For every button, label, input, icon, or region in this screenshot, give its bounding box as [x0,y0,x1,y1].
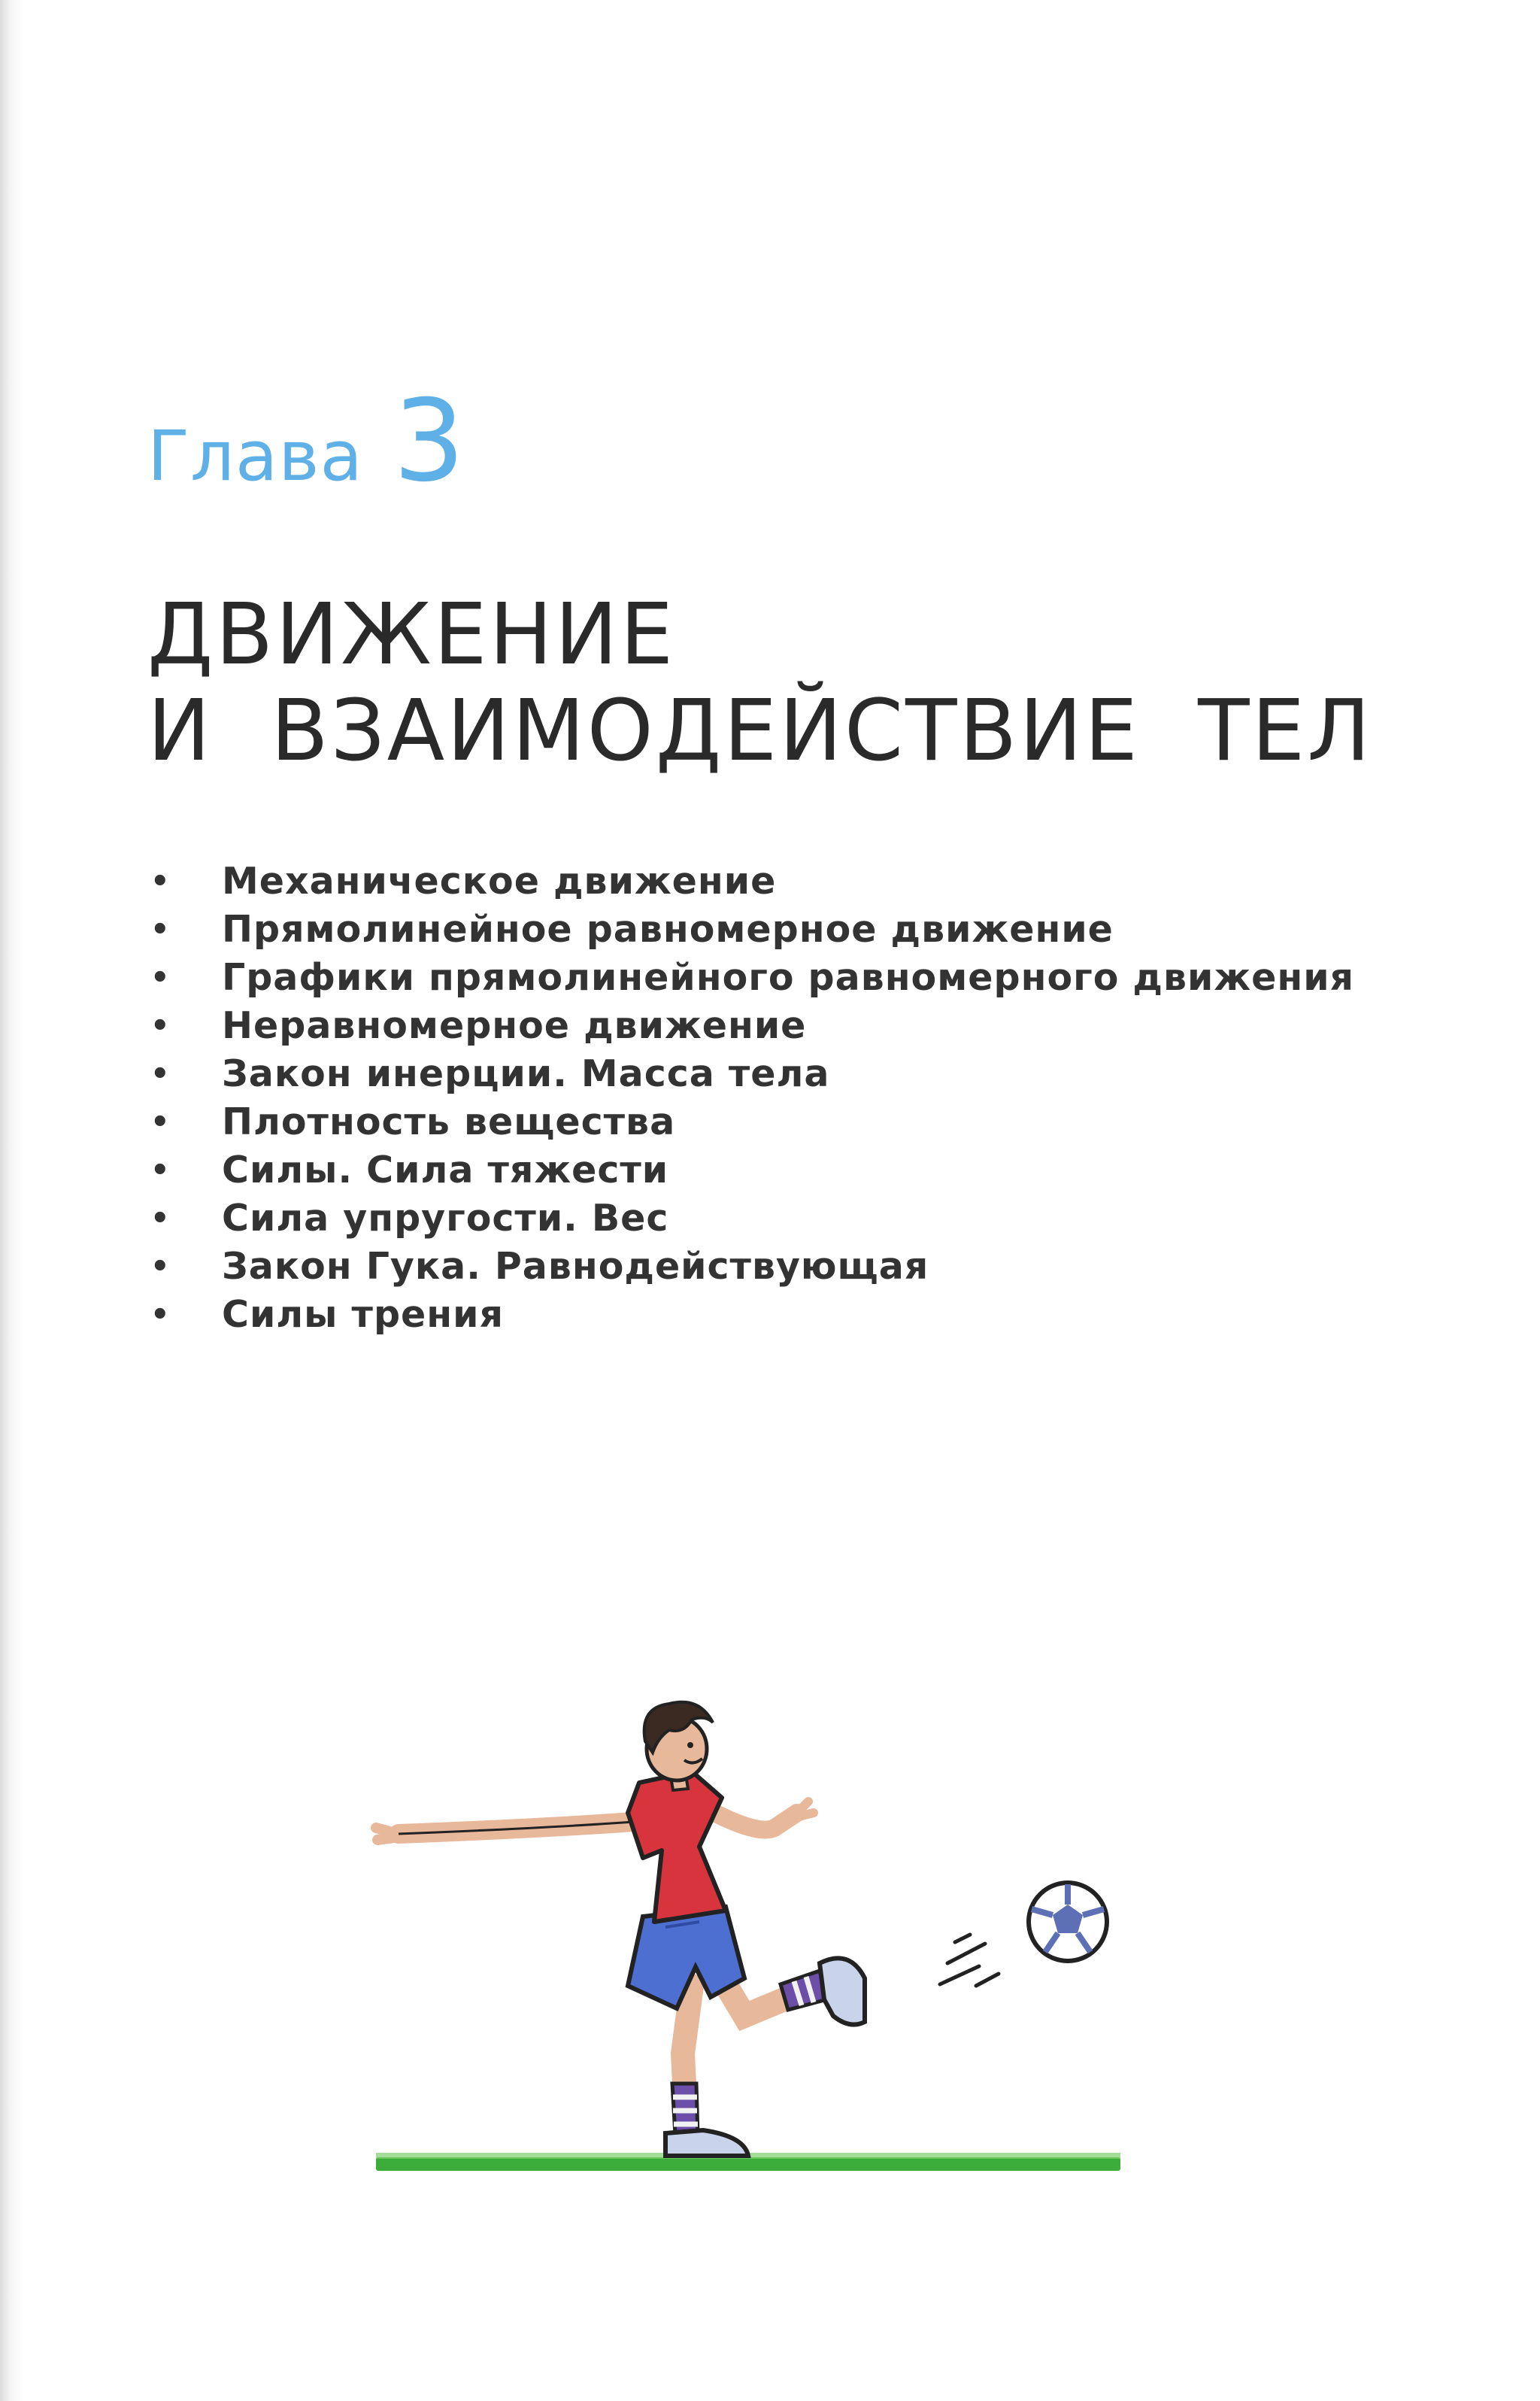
list-item [150,1291,1354,1339]
arms [376,1802,814,1840]
list-item [150,1098,1354,1146]
chapter-title-line-1: ДВИЖЕНИЕ [147,586,676,684]
bullet-icon: • [150,1153,171,1188]
chapter-number: 3 [393,376,465,507]
topic-text: Силы. Сила тяжести [222,1149,669,1191]
topic-text: Графики прямолинейного равномерного движения [222,956,1354,999]
player-head [644,1702,713,1790]
list-item [150,1194,1354,1243]
chapter-title [147,587,1372,779]
topic-text: Механическое движение [222,860,777,903]
topic-text: Плотность вещества [222,1100,676,1143]
bullet-icon: • [150,1201,171,1236]
bullet-icon: • [150,1298,171,1332]
soccer-ball [1029,1883,1107,1961]
bullet-icon: • [150,1249,171,1284]
list-item [150,1243,1354,1291]
bullet-icon: • [150,1009,171,1043]
list-item [150,1002,1354,1050]
bullet-icon: • [150,912,171,947]
chapter-heading [147,376,465,507]
red-shirt [628,1771,726,1922]
topic-text: Силы трения [222,1293,504,1336]
list-item [150,1146,1354,1194]
list-item [150,954,1354,1002]
grass-strip [376,2157,1120,2171]
page-edge-shadow [0,0,23,2401]
topic-text: Сила упругости. Вес [222,1197,669,1240]
bullet-icon: • [150,1057,171,1091]
chapter-word: Глава [147,416,363,496]
topic-list [150,858,1354,1339]
motion-lines [940,1935,999,1986]
list-item [150,858,1354,906]
bullet-icon: • [150,961,171,995]
list-item [150,1050,1354,1098]
topic-text: Закон Гука. Равнодействующая [222,1245,929,1288]
topic-text: Прямолинейное равномерное движение [222,908,1114,951]
bullet-icon: • [150,864,171,899]
football-player-illustration [368,1662,1135,2189]
topic-text: Неравномерное движение [222,1004,807,1047]
bullet-icon: • [150,1105,171,1140]
list-item [150,906,1354,954]
topic-text: Закон инерции. Масса тела [222,1052,830,1095]
chapter-title-line-2: И ВЗАИМОДЕЙСТВИЕ ТЕЛ [147,682,1373,780]
